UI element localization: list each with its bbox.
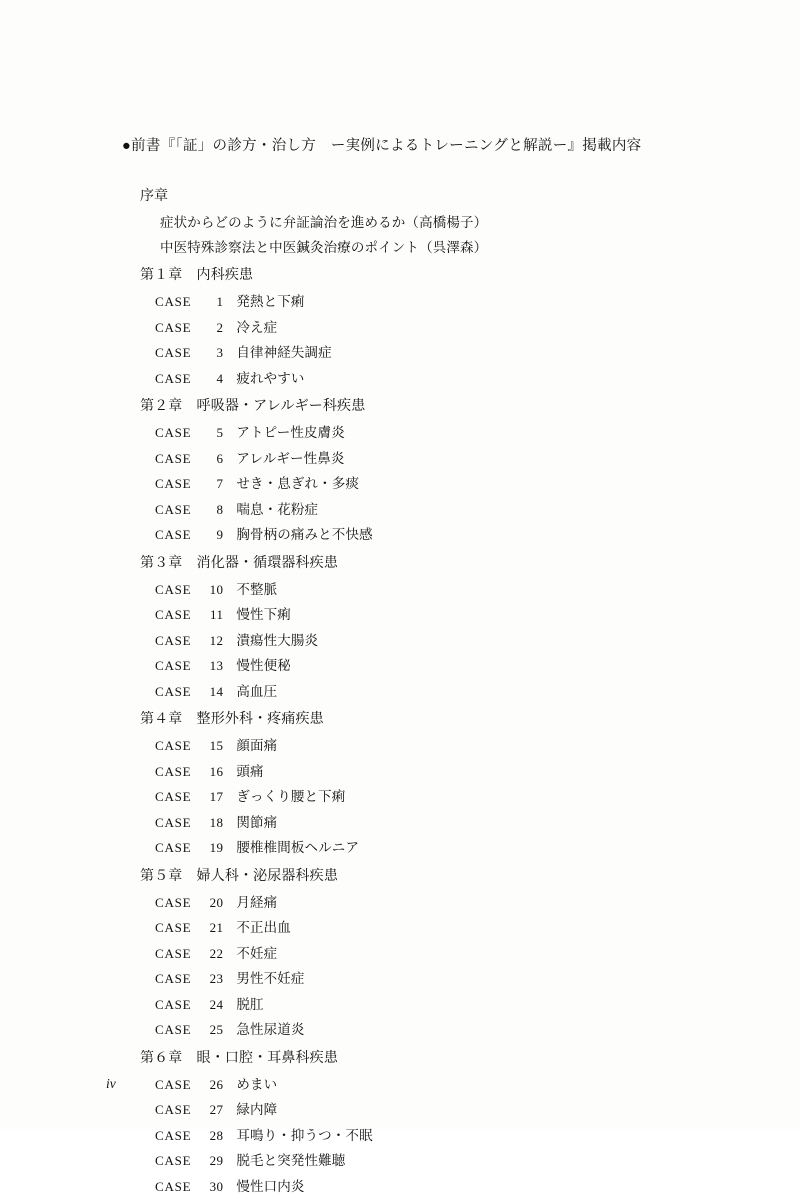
case-title: めまい <box>236 1073 277 1093</box>
case-number: 17 <box>197 789 223 805</box>
page-folio: iv <box>106 1076 116 1092</box>
case-label: CASE <box>155 895 191 911</box>
toc-section <box>122 264 702 395</box>
toc-case-entry <box>122 578 702 598</box>
case-title: 不妊症 <box>236 942 277 962</box>
case-title: せき・息ぎれ・多痰 <box>236 472 359 492</box>
case-number: 1 <box>197 294 223 310</box>
case-label: CASE <box>155 425 191 441</box>
case-label: CASE <box>155 815 191 831</box>
case-label: CASE <box>155 345 191 361</box>
case-title: ぎっくり腰と下痢 <box>236 785 345 805</box>
toc-case-entry <box>122 785 702 805</box>
case-label: CASE <box>155 476 191 492</box>
case-number: 9 <box>197 527 223 543</box>
toc-case-entry <box>122 1149 702 1169</box>
case-label: CASE <box>155 946 191 962</box>
case-number: 7 <box>197 476 223 492</box>
toc-case-entry <box>122 629 702 649</box>
case-title: 不正出血 <box>236 916 291 936</box>
case-number: 14 <box>197 684 223 700</box>
toc-case-entry <box>122 811 702 831</box>
page-content <box>122 134 702 1203</box>
case-title: 潰瘍性大腸炎 <box>236 629 318 649</box>
toc-case-entry <box>122 1018 702 1038</box>
toc-case-entry <box>122 836 702 856</box>
toc-section-heading: 第３章 消化器・循環器科疾患 <box>122 552 702 572</box>
toc-case-entry <box>122 1175 702 1195</box>
toc-section-heading: 序章 <box>122 185 702 205</box>
case-label: CASE <box>155 1077 191 1093</box>
case-title: 不整脈 <box>236 578 277 598</box>
toc-case-entry <box>122 472 702 492</box>
case-number: 11 <box>197 607 223 623</box>
toc-case-entry <box>122 447 702 467</box>
toc-section <box>122 708 702 865</box>
case-title: 慢性口内炎 <box>236 1175 304 1195</box>
case-label: CASE <box>155 789 191 805</box>
case-label: CASE <box>155 1128 191 1144</box>
page-title: ●前書『「証」の診方・治し方 ー実例によるトレーニングと解説ー』掲載内容 <box>122 134 702 155</box>
case-title: アトピー性皮膚炎 <box>236 421 345 441</box>
case-label: CASE <box>155 840 191 856</box>
case-title: 耳鳴り・抑うつ・不眠 <box>236 1124 372 1144</box>
case-title: 頭痛 <box>236 760 263 780</box>
case-number: 12 <box>197 633 223 649</box>
case-number: 19 <box>197 840 223 856</box>
toc-section-heading: 第５章 婦人科・泌尿器科疾患 <box>122 865 702 885</box>
case-title: 発熱と下痢 <box>236 290 304 310</box>
case-number: 16 <box>197 764 223 780</box>
case-number: 4 <box>197 371 223 387</box>
case-label: CASE <box>155 294 191 310</box>
toc-case-entry <box>122 523 702 543</box>
case-number: 3 <box>197 345 223 361</box>
case-number: 13 <box>197 658 223 674</box>
toc-section <box>122 185 702 264</box>
case-label: CASE <box>155 633 191 649</box>
case-number: 18 <box>197 815 223 831</box>
case-number: 5 <box>197 425 223 441</box>
case-number: 6 <box>197 451 223 467</box>
case-title: 高血圧 <box>236 680 277 700</box>
case-number: 23 <box>197 971 223 987</box>
case-title: 急性尿道炎 <box>236 1018 304 1038</box>
case-number: 22 <box>197 946 223 962</box>
case-label: CASE <box>155 971 191 987</box>
case-title: 関節痛 <box>236 811 277 831</box>
case-title: アレルギー性鼻炎 <box>236 447 344 467</box>
case-label: CASE <box>155 1022 191 1038</box>
case-label: CASE <box>155 920 191 936</box>
toc-case-entry <box>122 1098 702 1118</box>
case-label: CASE <box>155 1179 191 1195</box>
case-title: 男性不妊症 <box>236 967 304 987</box>
case-label: CASE <box>155 320 191 336</box>
case-title: 脱毛と突発性難聴 <box>236 1149 345 1169</box>
case-number: 21 <box>197 920 223 936</box>
toc-case-entry <box>122 654 702 674</box>
case-label: CASE <box>155 527 191 543</box>
case-number: 24 <box>197 997 223 1013</box>
toc-case-entry <box>122 316 702 336</box>
case-title: 胸骨柄の痛みと不快感 <box>236 523 372 543</box>
toc-case-entry <box>122 680 702 700</box>
toc-subentry: 症状からどのように弁証論治を進めるか（高橋楊子） <box>122 211 702 231</box>
toc-section-heading: 第１章 内科疾患 <box>122 264 702 284</box>
toc-case-entry <box>122 734 702 754</box>
toc-case-entry <box>122 341 702 361</box>
toc-case-entry <box>122 967 702 987</box>
case-title: 冷え症 <box>236 316 277 336</box>
case-title: 喘息・花粉症 <box>236 498 318 518</box>
case-label: CASE <box>155 502 191 518</box>
toc-subentry: 中医特殊診察法と中医鍼灸治療のポイント（呉澤森） <box>122 236 702 256</box>
case-title: 緑内障 <box>236 1098 277 1118</box>
case-title: 腰椎椎間板ヘルニア <box>236 836 359 856</box>
toc-case-entry <box>122 760 702 780</box>
case-title: 脱肛 <box>236 993 263 1013</box>
case-label: CASE <box>155 764 191 780</box>
toc-section <box>122 1047 702 1203</box>
toc-section <box>122 552 702 709</box>
case-number: 25 <box>197 1022 223 1038</box>
case-number: 29 <box>197 1153 223 1169</box>
case-number: 30 <box>197 1179 223 1195</box>
toc-case-entry <box>122 891 702 911</box>
case-label: CASE <box>155 997 191 1013</box>
toc-section <box>122 865 702 1047</box>
case-number: 26 <box>197 1077 223 1093</box>
case-title: 顔面痛 <box>236 734 277 754</box>
toc-section-heading: 第４章 整形外科・疼痛疾患 <box>122 708 702 728</box>
toc-case-entry <box>122 603 702 623</box>
case-label: CASE <box>155 1102 191 1118</box>
toc-case-entry <box>122 1124 702 1144</box>
case-label: CASE <box>155 1153 191 1169</box>
case-title: 慢性下痢 <box>236 603 291 623</box>
case-number: 2 <box>197 320 223 336</box>
toc-section <box>122 395 702 552</box>
case-number: 10 <box>197 582 223 598</box>
toc-case-entry <box>122 1073 702 1093</box>
toc-section-heading: 第６章 眼・口腔・耳鼻科疾患 <box>122 1047 702 1067</box>
toc-case-entry <box>122 421 702 441</box>
case-number: 8 <box>197 502 223 518</box>
case-label: CASE <box>155 607 191 623</box>
toc-case-entry <box>122 367 702 387</box>
case-title: 自律神経失調症 <box>236 341 331 361</box>
case-title: 疲れやすい <box>236 367 304 387</box>
case-label: CASE <box>155 451 191 467</box>
toc-case-entry <box>122 916 702 936</box>
case-number: 28 <box>197 1128 223 1144</box>
table-of-contents <box>122 185 702 1203</box>
toc-case-entry <box>122 498 702 518</box>
case-label: CASE <box>155 684 191 700</box>
case-number: 27 <box>197 1102 223 1118</box>
toc-case-entry <box>122 993 702 1013</box>
case-label: CASE <box>155 738 191 754</box>
case-number: 15 <box>197 738 223 754</box>
case-label: CASE <box>155 582 191 598</box>
case-title: 慢性便秘 <box>236 654 291 674</box>
case-number: 20 <box>197 895 223 911</box>
toc-case-entry <box>122 942 702 962</box>
toc-case-entry <box>122 290 702 310</box>
case-title: 月経痛 <box>236 891 277 911</box>
toc-section-heading: 第２章 呼吸器・アレルギー科疾患 <box>122 395 702 415</box>
case-label: CASE <box>155 658 191 674</box>
case-label: CASE <box>155 371 191 387</box>
